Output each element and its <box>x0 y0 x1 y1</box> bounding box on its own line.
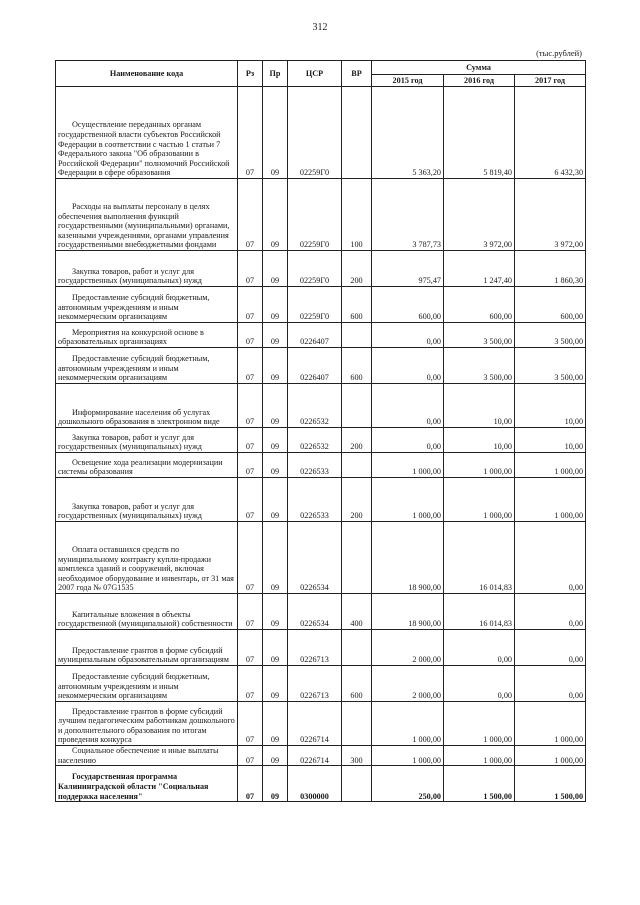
row-csr: 0226534 <box>288 522 342 594</box>
row-name: Мероприятия на конкурсной основе в образовательных организациях <box>56 323 238 348</box>
row-rz: 07 <box>238 522 263 594</box>
row-amount-2017: 1 000,00 <box>515 478 586 522</box>
row-name: Капитальные вложения в объекты государственной (муниципальной) собственности <box>56 594 238 630</box>
row-amount-2017: 0,00 <box>515 594 586 630</box>
row-amount-2017: 3 500,00 <box>515 348 586 384</box>
row-csr: 02259Г0 <box>288 179 342 251</box>
row-rz: 07 <box>238 251 263 287</box>
row-rz: 07 <box>238 702 263 746</box>
row-vr: 200 <box>342 428 372 453</box>
header-2017: 2017 год <box>515 75 586 87</box>
table-row <box>56 428 586 453</box>
row-vr: 200 <box>342 251 372 287</box>
row-rz: 07 <box>238 384 263 428</box>
row-amount-2017: 1 500,00 <box>515 766 586 802</box>
row-amount-2016: 16 014,83 <box>444 522 515 594</box>
row-amount-2016: 0,00 <box>444 666 515 702</box>
row-amount-2015: 1 000,00 <box>372 746 444 766</box>
row-vr <box>342 384 372 428</box>
row-rz: 07 <box>238 766 263 802</box>
row-amount-2015: 18 900,00 <box>372 594 444 630</box>
row-amount-2016: 5 819,40 <box>444 87 515 179</box>
row-amount-2015: 1 000,00 <box>372 702 444 746</box>
header-sum: Сумма <box>372 61 586 75</box>
row-csr: 0226532 <box>288 384 342 428</box>
header-2016: 2016 год <box>444 75 515 87</box>
table-row <box>56 478 586 522</box>
header-name: Наименование кода <box>56 61 238 87</box>
row-amount-2016: 0,00 <box>444 630 515 666</box>
row-rz: 07 <box>238 323 263 348</box>
row-rz: 07 <box>238 453 263 478</box>
header-csr: ЦСР <box>288 61 342 87</box>
units-label: (тыс.рублей) <box>536 48 582 58</box>
table-row <box>56 746 586 766</box>
row-amount-2016: 600,00 <box>444 287 515 323</box>
row-rz: 07 <box>238 746 263 766</box>
table-row <box>56 522 586 594</box>
page-number: 312 <box>312 22 328 33</box>
row-rz: 07 <box>238 478 263 522</box>
row-amount-2015: 2 000,00 <box>372 630 444 666</box>
row-pr: 09 <box>263 87 288 179</box>
row-csr: 0226534 <box>288 594 342 630</box>
row-amount-2016: 1 500,00 <box>444 766 515 802</box>
row-amount-2015: 975,47 <box>372 251 444 287</box>
row-pr: 09 <box>263 251 288 287</box>
row-pr: 09 <box>263 702 288 746</box>
table-row <box>56 630 586 666</box>
row-csr: 0226714 <box>288 746 342 766</box>
row-vr <box>342 453 372 478</box>
row-csr: 0300000 <box>288 766 342 802</box>
row-amount-2016: 1 000,00 <box>444 746 515 766</box>
row-amount-2015: 250,00 <box>372 766 444 802</box>
row-name: Расходы на выплаты персоналу в целях обеспечения выполнения функций государственными (муниципальными) органами, казенными учреждениями, органами управления государственными внебюджетными фондами <box>56 179 238 251</box>
row-pr: 09 <box>263 428 288 453</box>
row-pr: 09 <box>263 453 288 478</box>
row-name: Закупка товаров, работ и услуг для государственных (муниципальных) нужд <box>56 428 238 453</box>
row-vr <box>342 766 372 802</box>
row-name: Государственная программа Калининградской области "Социальная поддержка населения" <box>56 766 238 802</box>
row-amount-2015: 18 900,00 <box>372 522 444 594</box>
row-amount-2017: 3 972,00 <box>515 179 586 251</box>
table-row <box>56 348 586 384</box>
row-amount-2017: 10,00 <box>515 428 586 453</box>
row-csr: 02259Г0 <box>288 251 342 287</box>
row-amount-2017: 3 500,00 <box>515 323 586 348</box>
row-amount-2015: 0,00 <box>372 323 444 348</box>
row-amount-2017: 0,00 <box>515 630 586 666</box>
row-pr: 09 <box>263 323 288 348</box>
row-rz: 07 <box>238 594 263 630</box>
header-pr: Пр <box>263 61 288 87</box>
row-csr: 0226714 <box>288 702 342 746</box>
row-rz: 07 <box>238 630 263 666</box>
row-vr: 300 <box>342 746 372 766</box>
row-csr: 02259Г0 <box>288 287 342 323</box>
row-name: Закупка товаров, работ и услуг для государственных (муниципальных) нужд <box>56 478 238 522</box>
row-amount-2016: 1 000,00 <box>444 453 515 478</box>
row-name: Информирование населения об услугах дошкольного образования в электронном виде <box>56 384 238 428</box>
row-vr <box>342 522 372 594</box>
row-csr: 0226713 <box>288 666 342 702</box>
row-amount-2017: 1 860,30 <box>515 251 586 287</box>
header-rz: Рз <box>238 61 263 87</box>
table-row <box>56 323 586 348</box>
row-csr: 0226407 <box>288 323 342 348</box>
row-amount-2015: 5 363,20 <box>372 87 444 179</box>
row-name: Освещение хода реализации модернизации системы образования <box>56 453 238 478</box>
row-rz: 07 <box>238 666 263 702</box>
row-csr: 0226532 <box>288 428 342 453</box>
row-vr: 600 <box>342 348 372 384</box>
table-body <box>56 87 586 802</box>
row-pr: 09 <box>263 348 288 384</box>
row-amount-2017: 6 432,30 <box>515 87 586 179</box>
row-amount-2015: 0,00 <box>372 384 444 428</box>
row-name: Предоставление субсидий бюджетным, автономным учреждениям и иным некоммерческим организациям <box>56 666 238 702</box>
row-csr: 0226533 <box>288 453 342 478</box>
row-amount-2017: 1 000,00 <box>515 746 586 766</box>
row-vr: 400 <box>342 594 372 630</box>
row-amount-2015: 0,00 <box>372 348 444 384</box>
row-vr: 600 <box>342 287 372 323</box>
table-row <box>56 287 586 323</box>
row-amount-2016: 16 014,83 <box>444 594 515 630</box>
row-name: Предоставление субсидий бюджетным, автономным учреждениям и иным некоммерческим организациям <box>56 348 238 384</box>
row-pr: 09 <box>263 594 288 630</box>
budget-table <box>55 60 586 802</box>
row-amount-2017: 1 000,00 <box>515 702 586 746</box>
row-amount-2015: 1 000,00 <box>372 453 444 478</box>
row-pr: 09 <box>263 766 288 802</box>
row-vr <box>342 87 372 179</box>
row-vr: 200 <box>342 478 372 522</box>
row-csr: 0226533 <box>288 478 342 522</box>
row-name: Закупка товаров, работ и услуг для государственных (муниципальных) нужд <box>56 251 238 287</box>
row-name: Предоставление грантов в форме субсидий лучшим педагогическим работникам дошкольного и дополнительного образования по итогам проведения конкурса <box>56 702 238 746</box>
row-pr: 09 <box>263 384 288 428</box>
table-row <box>56 666 586 702</box>
table-row <box>56 453 586 478</box>
row-vr <box>342 702 372 746</box>
row-name: Предоставление грантов в форме субсидий муниципальным образовательным организациям <box>56 630 238 666</box>
row-pr: 09 <box>263 179 288 251</box>
row-amount-2015: 1 000,00 <box>372 478 444 522</box>
table-row <box>56 594 586 630</box>
row-amount-2016: 3 972,00 <box>444 179 515 251</box>
row-name: Осуществление переданных органам государственной власти субъектов Российской Федерации в соответствии с частью 1 статьи 7 Федерального закона "Об образовании в Российской Федерации" полномочий Российской Федерации в сфере образования <box>56 87 238 179</box>
row-rz: 07 <box>238 179 263 251</box>
row-name: Оплата оставшихся средств по муниципальному контракту купли-продажи комплекса зданий и сооружений, включая необходимое оборудование и инвентарь, от 31 мая 2007 года № 07G1535 <box>56 522 238 594</box>
row-vr: 100 <box>342 179 372 251</box>
row-csr: 02259Г0 <box>288 87 342 179</box>
row-amount-2016: 10,00 <box>444 384 515 428</box>
header-2015: 2015 год <box>372 75 444 87</box>
row-amount-2016: 3 500,00 <box>444 323 515 348</box>
table-row <box>56 87 586 179</box>
table-row <box>56 766 586 802</box>
row-rz: 07 <box>238 287 263 323</box>
row-amount-2015: 3 787,73 <box>372 179 444 251</box>
row-vr: 600 <box>342 666 372 702</box>
row-amount-2017: 0,00 <box>515 666 586 702</box>
row-amount-2017: 10,00 <box>515 384 586 428</box>
row-rz: 07 <box>238 87 263 179</box>
row-pr: 09 <box>263 522 288 594</box>
row-amount-2015: 600,00 <box>372 287 444 323</box>
row-pr: 09 <box>263 746 288 766</box>
row-amount-2017: 1 000,00 <box>515 453 586 478</box>
row-amount-2015: 0,00 <box>372 428 444 453</box>
row-rz: 07 <box>238 428 263 453</box>
table-row <box>56 384 586 428</box>
table-row <box>56 179 586 251</box>
row-vr <box>342 630 372 666</box>
row-amount-2017: 0,00 <box>515 522 586 594</box>
row-pr: 09 <box>263 287 288 323</box>
row-amount-2016: 3 500,00 <box>444 348 515 384</box>
row-name: Социальное обеспечение и иные выплаты населению <box>56 746 238 766</box>
table-row <box>56 251 586 287</box>
row-pr: 09 <box>263 630 288 666</box>
row-amount-2016: 10,00 <box>444 428 515 453</box>
row-csr: 0226407 <box>288 348 342 384</box>
row-csr: 0226713 <box>288 630 342 666</box>
row-vr <box>342 323 372 348</box>
header-vr: ВР <box>342 61 372 87</box>
row-amount-2016: 1 247,40 <box>444 251 515 287</box>
row-amount-2016: 1 000,00 <box>444 478 515 522</box>
row-name: Предоставление субсидий бюджетным, автономным учреждениям и иным некоммерческим организациям <box>56 287 238 323</box>
row-amount-2017: 600,00 <box>515 287 586 323</box>
row-amount-2016: 1 000,00 <box>444 702 515 746</box>
row-pr: 09 <box>263 666 288 702</box>
table-row <box>56 702 586 746</box>
row-rz: 07 <box>238 348 263 384</box>
row-amount-2015: 2 000,00 <box>372 666 444 702</box>
row-pr: 09 <box>263 478 288 522</box>
